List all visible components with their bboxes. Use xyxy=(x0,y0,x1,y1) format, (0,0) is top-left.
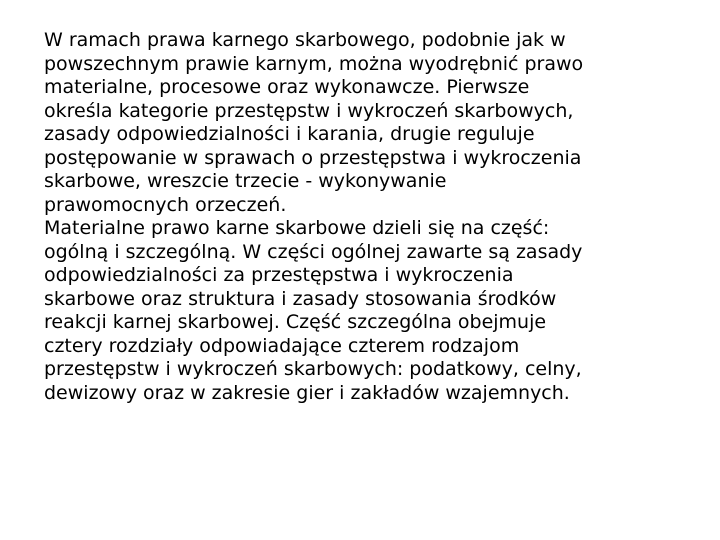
text-line: dewizowy oraz w zakresie gier i zakładów wzajemnych. xyxy=(44,381,570,404)
text-line: skarbowe oraz struktura i zasady stosowania środków xyxy=(44,287,557,310)
text-line: Materialne prawo karne skarbowe dzieli się na część: xyxy=(44,217,550,239)
text-line: odpowiedzialności za przestępstwa i wykroczenia xyxy=(44,264,514,286)
text-line: skarbowe, wreszcie trzecie - wykonywanie xyxy=(44,170,447,192)
paragraph-1 xyxy=(44,29,704,217)
text-line: określa kategorie przestępstw i wykroczeń skarbowych, xyxy=(44,99,574,122)
text-line: W ramach prawa karnego skarbowego, podobnie jak w xyxy=(44,29,566,51)
text-line: postępowanie w sprawach o przestępstwa i wykroczenia xyxy=(44,146,582,169)
text-body xyxy=(44,29,704,405)
text-line: reakcji karnej skarbowej. Część szczególna obejmuje xyxy=(44,311,547,333)
text-line: cztery rozdziały odpowiadające czterem rodzajom xyxy=(44,334,520,357)
text-line: materialne, procesowe oraz wykonawcze. Pierwsze xyxy=(44,76,530,98)
text-line: zasady odpowiedzialności i karania, drugie reguluje xyxy=(44,123,535,145)
paragraph-2 xyxy=(44,217,704,405)
text-line: powszechnym prawie karnym, można wyodrębnić prawo xyxy=(44,52,584,75)
text-line: przestępstw i wykroczeń skarbowych: podatkowy, celny, xyxy=(44,358,582,380)
text-line: ogólną i szczególną. W części ogólnej zawarte są zasady xyxy=(44,240,583,263)
text-line: prawomocnych orzeczeń. xyxy=(44,193,287,216)
